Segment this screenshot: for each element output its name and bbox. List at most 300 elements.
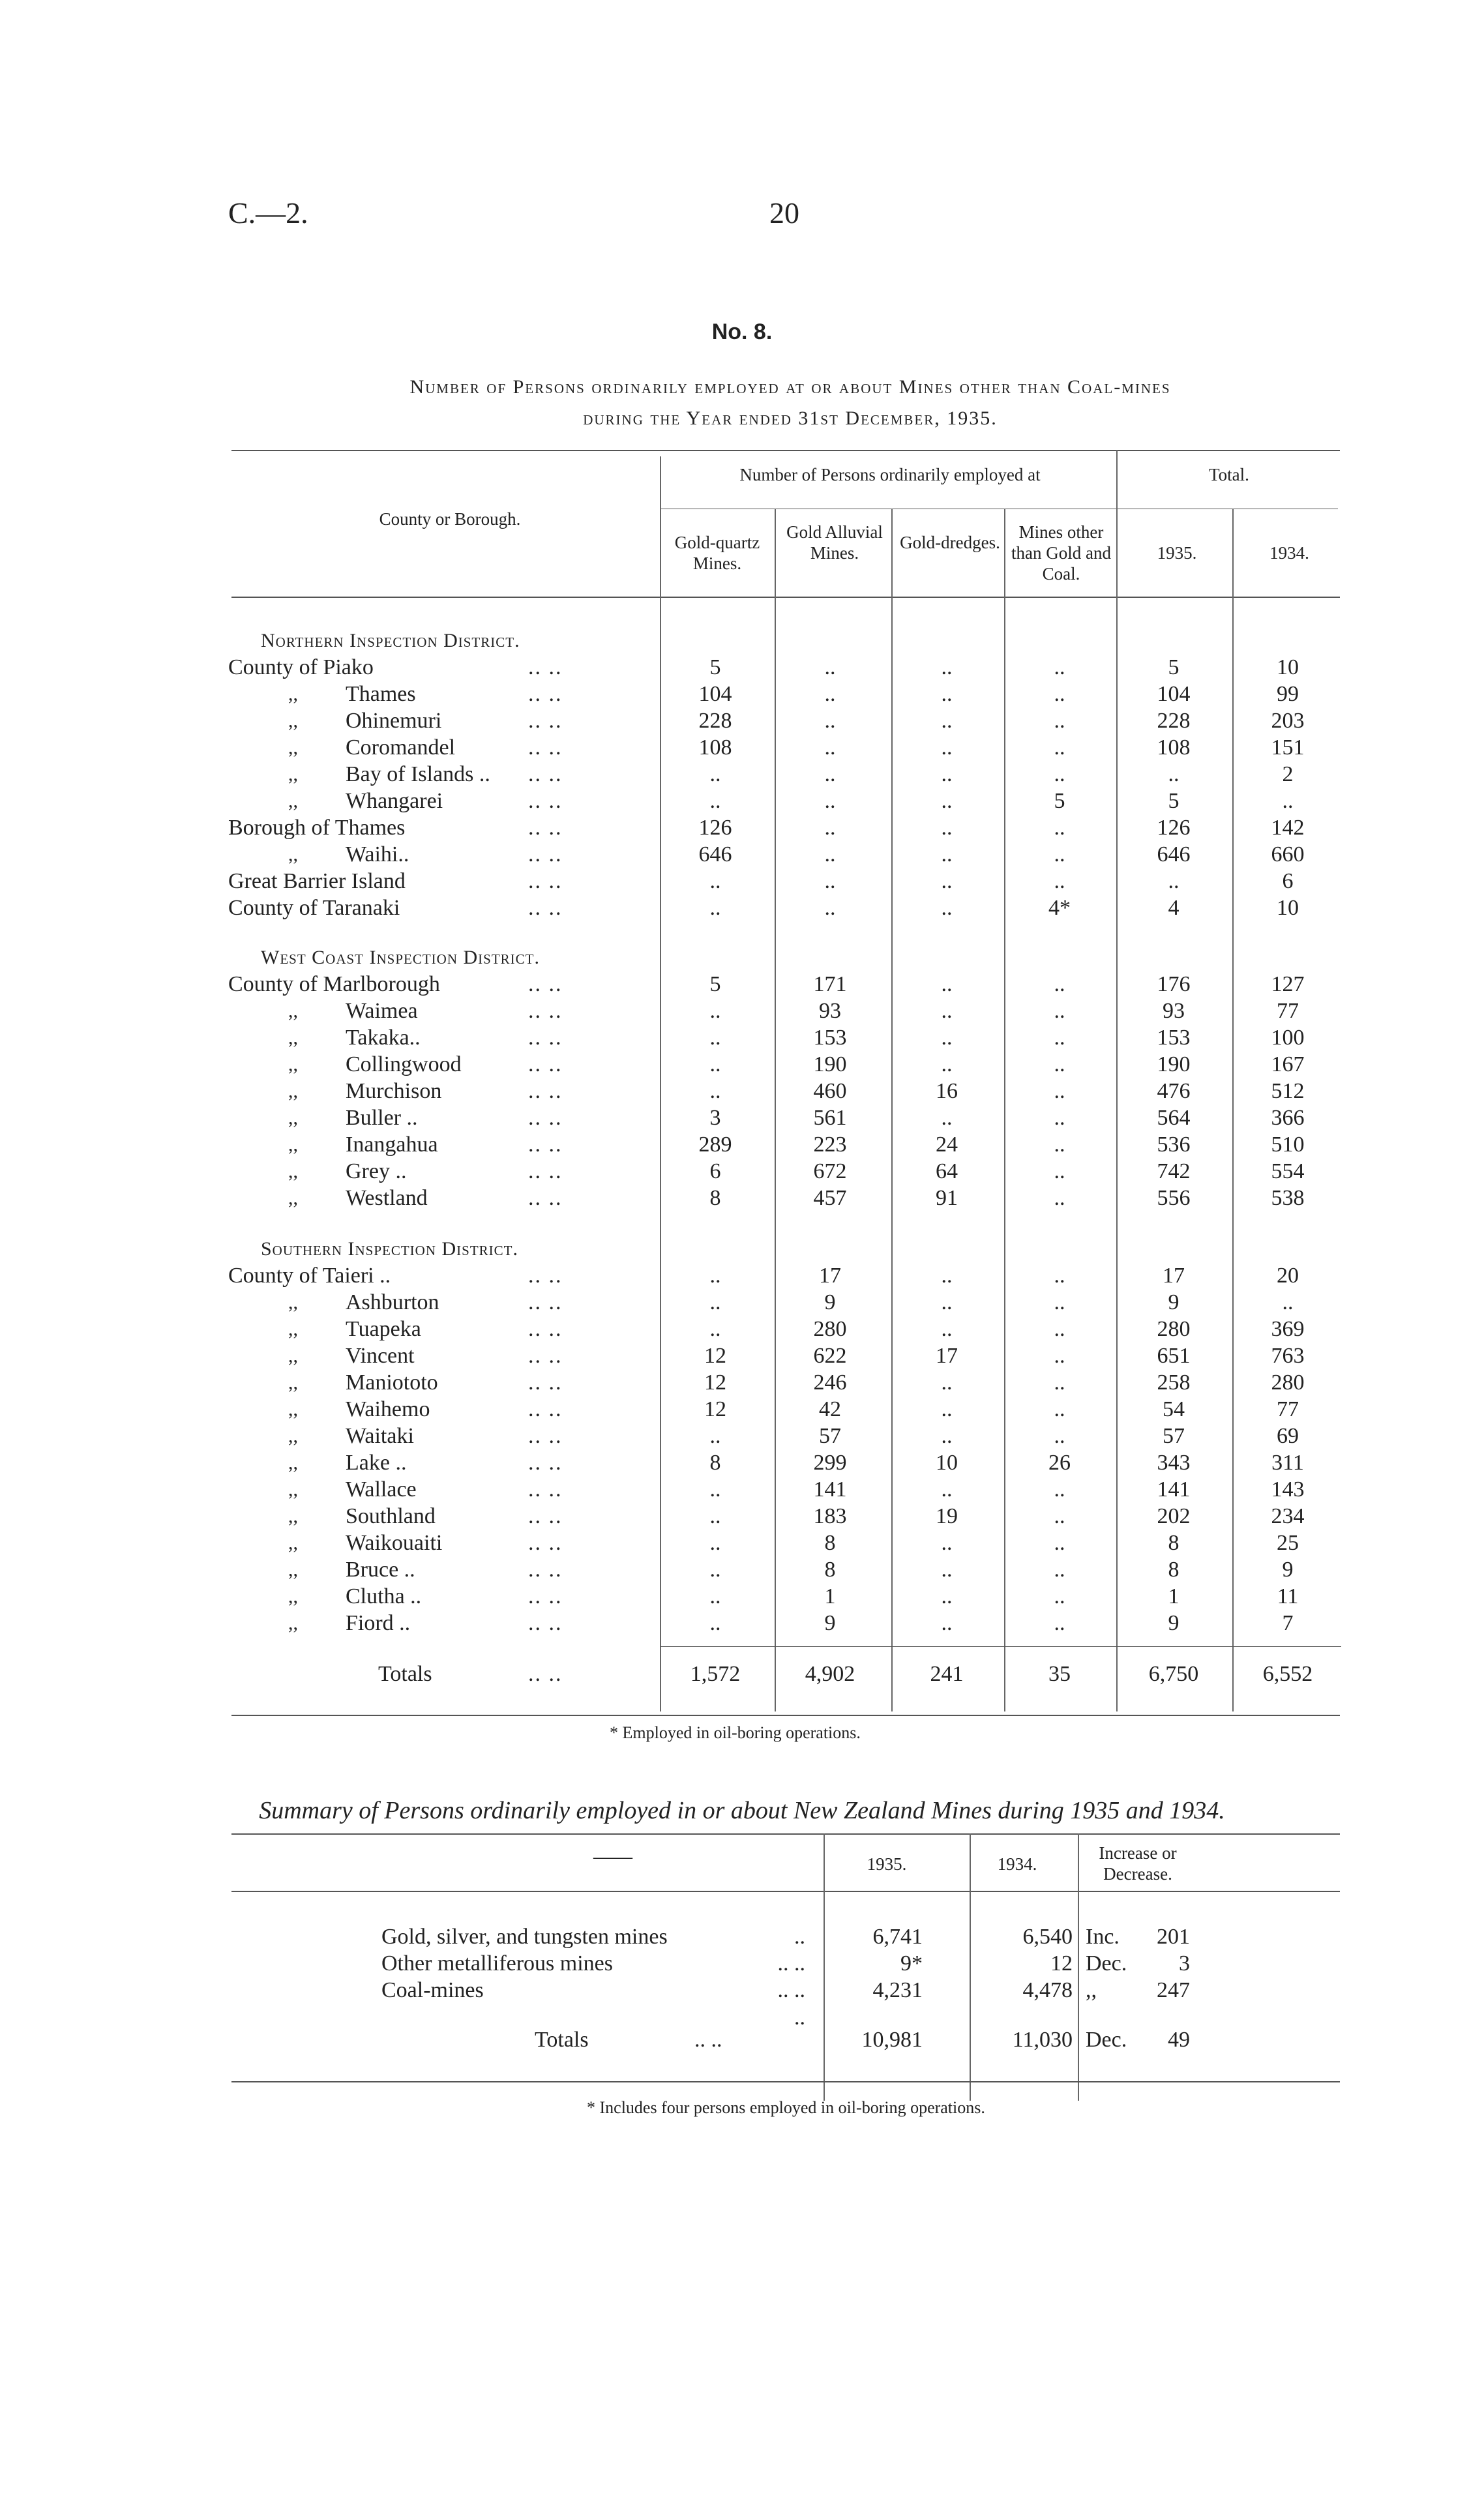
summary-label: Other metalliferous mines <box>381 1951 614 1976</box>
table-row <box>228 842 1343 868</box>
gold-quartz-cell: .. <box>709 1477 721 1502</box>
table-row <box>228 1343 1343 1369</box>
leader-dots: .. .. <box>528 1079 563 1103</box>
ditto-mark: ,, <box>288 737 298 758</box>
gold-alluvial-cell: 9 <box>824 1290 836 1314</box>
mines-other-cell: .. <box>1054 1106 1065 1130</box>
gold-dredges-cell: .. <box>941 789 953 813</box>
gold-dredges-cell: .. <box>941 1611 953 1635</box>
table-top-rule <box>231 450 1340 451</box>
gold-dredges-cell: 64 <box>936 1159 958 1183</box>
county-name: Westland <box>346 1186 428 1210</box>
table-row <box>228 708 1343 734</box>
county-name: County of Taranaki <box>228 896 400 920</box>
ditto-mark: ,, <box>288 1292 298 1313</box>
totals-rule <box>660 1646 1341 1647</box>
table-row <box>228 1477 1343 1503</box>
total-1935-cell: 202 <box>1157 1504 1191 1528</box>
gold-quartz-cell: .. <box>709 789 721 813</box>
gold-quartz-cell: .. <box>709 1264 721 1288</box>
gold-quartz-cell: 3 <box>709 1106 721 1130</box>
ditto-mark: ,, <box>288 1107 298 1129</box>
ditto-mark: ,, <box>288 1372 298 1393</box>
document-reference: C.—2. <box>228 196 308 230</box>
total-1934-cell: .. <box>1282 1290 1294 1314</box>
gold-dredges-cell: .. <box>941 999 953 1023</box>
ditto-mark: ,, <box>288 1505 298 1527</box>
mines-other-cell: .. <box>1054 1424 1065 1448</box>
gold-dredges-cell: .. <box>941 1424 953 1448</box>
gold-quartz-cell: .. <box>709 1558 721 1582</box>
total-1935-cell: 8 <box>1168 1558 1180 1582</box>
table-row <box>228 1557 1343 1583</box>
year-1934-header: 1934. <box>1269 543 1309 563</box>
table-number: No. 8. <box>711 319 773 344</box>
mines-other-cell: 26 <box>1048 1451 1071 1475</box>
ditto-mark: ,, <box>288 1452 298 1474</box>
total-1934-cell: 77 <box>1277 1397 1299 1421</box>
gold-quartz-cell: 8 <box>709 1186 721 1210</box>
total-1934-cell: 11 <box>1277 1584 1299 1608</box>
section-title: West Coast Inspection District. <box>261 947 540 968</box>
mines-other-cell: .. <box>1054 762 1065 786</box>
total-1935-cell: 54 <box>1163 1397 1185 1421</box>
gold-dredges-cell: .. <box>941 1290 953 1314</box>
leader-dots: .. .. <box>528 1397 563 1421</box>
gold-quartz-cell: .. <box>709 896 721 920</box>
gold-alluvial-cell: .. <box>824 816 836 840</box>
leader-dots: .. .. <box>528 735 563 760</box>
summary-change-header: Increase or Decrease. <box>1099 1843 1177 1884</box>
section-title: Northern Inspection District. <box>261 630 520 651</box>
change-value: 247 <box>1157 1978 1190 2002</box>
ditto-mark: ,, <box>288 1479 298 1500</box>
gold-dredges-cell: .. <box>941 842 953 866</box>
gold-alluvial-cell: 190 <box>813 1052 847 1076</box>
gold-quartz-cell: .. <box>709 1424 721 1448</box>
table-row <box>228 868 1343 895</box>
totals-label: Totals <box>378 1662 432 1686</box>
total-1935: 6,750 <box>1148 1662 1199 1686</box>
mines-other-cell: .. <box>1054 655 1065 679</box>
leader-dots: .. .. <box>528 1264 563 1288</box>
total-1935-cell: 343 <box>1157 1451 1191 1475</box>
change-kind: Dec. <box>1086 2028 1127 2052</box>
gold-quartz-cell: 289 <box>698 1133 732 1157</box>
county-name: Waimea <box>346 999 418 1023</box>
mines-other-cell: .. <box>1054 999 1065 1023</box>
total-1935-cell: 1 <box>1168 1584 1180 1608</box>
summary-head-rule <box>231 1891 1340 1892</box>
gold-quartz-cell: 12 <box>704 1397 726 1421</box>
mines-other-cell: .. <box>1054 1026 1065 1050</box>
total-1934-cell: 100 <box>1271 1026 1305 1050</box>
summary-label: Totals <box>535 2028 589 2052</box>
gold-alluvial-cell: .. <box>824 735 836 760</box>
gold-quartz-cell: 108 <box>698 735 732 760</box>
mines-other-cell: .. <box>1054 1264 1065 1288</box>
summary-1935-cell: 4,231 <box>872 1978 923 2002</box>
table-row <box>228 1159 1343 1185</box>
gold-alluvial-cell: .. <box>824 789 836 813</box>
change-kind: Inc. <box>1086 1925 1120 1949</box>
county-name: Wallace <box>346 1477 417 1502</box>
total-1934-cell: 510 <box>1271 1133 1305 1157</box>
table-title-line-1: Number of Persons ordinarily employed at or about Mines other than Coal-mines <box>409 376 1171 398</box>
total-1934-cell: 151 <box>1271 735 1305 760</box>
gold-dredges-cell: .. <box>941 762 953 786</box>
total-1935-cell: 8 <box>1168 1531 1180 1555</box>
total-1935-cell: 141 <box>1157 1477 1191 1502</box>
mines-other-cell: .. <box>1054 1159 1065 1183</box>
gold-alluvial-cell: .. <box>824 682 836 706</box>
total-1934-cell: 99 <box>1277 682 1299 706</box>
summary-1934-cell: 12 <box>1050 1951 1073 1976</box>
gold-quartz-cell: 6 <box>709 1159 721 1183</box>
gold-dredges-cell: .. <box>941 1370 953 1395</box>
total-1935-cell: 9 <box>1168 1290 1180 1314</box>
total-1934-cell: 512 <box>1271 1079 1305 1103</box>
county-name: Clutha .. <box>346 1584 422 1608</box>
total-1934-cell: 9 <box>1282 1558 1294 1582</box>
ditto-mark: ,, <box>288 1000 298 1022</box>
table-row <box>228 1185 1343 1211</box>
county-name: Thames <box>346 682 416 706</box>
county-name: Maniototo <box>346 1370 438 1395</box>
total-1934-cell: 77 <box>1277 999 1299 1023</box>
gold-alluvial-cell: 93 <box>819 999 841 1023</box>
leader-dots: .. .. <box>528 972 563 996</box>
total-1934-cell: 10 <box>1277 896 1299 920</box>
mines-other-cell: .. <box>1054 816 1065 840</box>
section-title: Southern Inspection District. <box>261 1238 519 1260</box>
gold-dredges-cell: .. <box>941 1477 953 1502</box>
gold-dredges-cell: .. <box>941 1264 953 1288</box>
leader-dots: .. .. <box>528 869 563 893</box>
gold-alluvial-cell: 141 <box>813 1477 847 1502</box>
mines-other-cell: .. <box>1054 735 1065 760</box>
leader-dots: .. .. <box>528 789 563 813</box>
summary-footnote: * Includes four persons employed in oil-boring operations. <box>587 2098 985 2117</box>
leader-dots: .. .. <box>528 1026 563 1050</box>
total-1935-cell: 556 <box>1157 1186 1191 1210</box>
group-header: Number of Persons ordinarily employed at <box>739 465 1041 484</box>
leader-dots: .. .. <box>528 655 563 679</box>
total-1934-cell: 763 <box>1271 1344 1305 1368</box>
gold-dredges-cell: .. <box>941 1397 953 1421</box>
mines-other-cell: .. <box>1054 1317 1065 1341</box>
ditto-mark: ,, <box>288 1054 298 1075</box>
leader-dots: .. .. <box>528 842 563 866</box>
total-1934-cell: .. <box>1282 789 1294 813</box>
gold-dredges-cell: 10 <box>936 1451 958 1475</box>
gold-alluvial-cell: 622 <box>813 1344 847 1368</box>
gold-dredges-cell: .. <box>941 896 953 920</box>
county-name: Southland <box>346 1504 436 1528</box>
total-1935-cell: 5 <box>1168 655 1180 679</box>
leader-dots: .. .. <box>528 1504 563 1528</box>
change-kind: Dec. <box>1086 1951 1127 1976</box>
mines-other-cell: .. <box>1054 1133 1065 1157</box>
total-1934-cell: 234 <box>1271 1504 1305 1528</box>
leader-dots: .. .. <box>528 1344 563 1368</box>
county-name: Fiord .. <box>346 1611 411 1635</box>
total-1934-cell: 311 <box>1271 1451 1304 1475</box>
total-1935-cell: 108 <box>1157 735 1191 760</box>
gold-alluvial-cell: 153 <box>813 1026 847 1050</box>
leader-dots: .. .. <box>528 1584 563 1608</box>
gold-alluvial-cell: .. <box>824 842 836 866</box>
gold-alluvial-cell: .. <box>824 709 836 733</box>
table-row <box>228 1503 1343 1530</box>
mines-other-cell: .. <box>1054 1052 1065 1076</box>
county-name: Whangarei <box>346 789 443 813</box>
total-1934-cell: 366 <box>1271 1106 1305 1130</box>
gold-quartz-cell: 8 <box>709 1451 721 1475</box>
county-name: Takaka.. <box>346 1026 421 1050</box>
ditto-mark: ,, <box>288 1559 298 1580</box>
gold-quartz-cell: 126 <box>698 816 732 840</box>
leader-dots: .. .. <box>528 1370 563 1395</box>
gold-dredges-cell: 17 <box>936 1344 958 1368</box>
ditto-mark: ,, <box>288 1399 298 1420</box>
gold-alluvial-cell: 457 <box>813 1186 847 1210</box>
mines-other-cell: .. <box>1054 1584 1065 1608</box>
gold-quartz-cell: .. <box>709 762 721 786</box>
mines-other-cell: .. <box>1054 1477 1065 1502</box>
summary-totals-row <box>381 2026 1229 2054</box>
gold-quartz-cell: 646 <box>698 842 732 866</box>
table-row <box>228 681 1343 707</box>
total-header: Total. <box>1209 465 1249 484</box>
table-row <box>228 788 1343 814</box>
gold-quartz-cell: .. <box>709 1611 721 1635</box>
mines-other-cell: .. <box>1054 682 1065 706</box>
summary-1935-cell: 10,981 <box>861 2028 923 2052</box>
leader-dots: .. .. <box>528 1477 563 1502</box>
summary-label: Coal-mines <box>381 1978 484 2002</box>
gold-dredges-cell: .. <box>941 1052 953 1076</box>
table-row <box>228 1105 1343 1131</box>
gold-quartz-cell: 5 <box>709 655 721 679</box>
table-row <box>228 762 1343 788</box>
county-name: Ashburton <box>346 1290 439 1314</box>
county-name: Vincent <box>346 1344 415 1368</box>
leader-dots: .. .. <box>528 1052 563 1076</box>
gold-alluvial-cell: 223 <box>813 1133 847 1157</box>
total-1935-cell: 228 <box>1157 709 1191 733</box>
county-name: Collingwood <box>346 1052 462 1076</box>
head-bottom-rule <box>231 597 1340 598</box>
mines-other-cell: .. <box>1054 1397 1065 1421</box>
gold-dredges-cell: .. <box>941 816 953 840</box>
table-row <box>228 1290 1343 1316</box>
gold-dredges-cell: 16 <box>936 1079 958 1103</box>
total-1935-cell: 476 <box>1157 1079 1191 1103</box>
summary-bottom-rule <box>231 2081 1340 2082</box>
gold-alluvial-cell: .. <box>824 762 836 786</box>
summary-row <box>381 1977 1229 2030</box>
summary-1934-cell: 4,478 <box>1022 1978 1073 2002</box>
county-name: Buller .. <box>346 1106 418 1130</box>
gold-quartz-cell: .. <box>709 1079 721 1103</box>
summary-1934-cell: 11,030 <box>1012 2028 1073 2052</box>
total-1935-cell: .. <box>1168 762 1180 786</box>
county-name: Murchison <box>346 1079 442 1103</box>
mines-other-cell: .. <box>1054 709 1065 733</box>
leader-dots: .. .. <box>528 896 563 920</box>
ditto-mark: ,, <box>288 1080 298 1102</box>
total-1934-cell: 69 <box>1277 1424 1299 1448</box>
leader-dots: .. .. <box>528 682 563 706</box>
change-value: 3 <box>1179 1951 1190 1976</box>
ditto-mark: ,, <box>288 763 298 785</box>
leader-dots: .. .. <box>528 1558 563 1582</box>
gold-alluvial-cell: 299 <box>813 1451 847 1475</box>
table-row <box>228 1052 1343 1078</box>
table-row <box>228 1423 1343 1449</box>
table-row <box>228 1078 1343 1104</box>
county-name: Inangahua <box>346 1133 438 1157</box>
summary-dash-header: —— <box>593 1846 632 1867</box>
table-row <box>228 971 1343 998</box>
gold-quartz-cell: .. <box>709 1531 721 1555</box>
leader-dots: .. .. <box>528 816 563 840</box>
ditto-mark: ,, <box>288 710 298 732</box>
mines-other-cell: .. <box>1054 1370 1065 1395</box>
leader-dots: .. .. <box>528 1133 563 1157</box>
mines-other-cell: .. <box>1054 1504 1065 1528</box>
gold-dredges-cell: .. <box>941 869 953 893</box>
gold-quartz-cell: .. <box>709 869 721 893</box>
gold-dredges-cell: .. <box>941 1317 953 1341</box>
leader-dots: .. .. <box>528 1317 563 1341</box>
total-1934-cell: 10 <box>1277 655 1299 679</box>
total-1935-cell: 646 <box>1157 842 1191 866</box>
ditto-mark: ,, <box>288 1612 298 1634</box>
gold-alluvial-cell: 171 <box>813 972 847 996</box>
ditto-mark: ,, <box>288 844 298 865</box>
ditto-mark: ,, <box>288 1318 298 1340</box>
gold-alluvial-cell: 9 <box>824 1611 836 1635</box>
leader-dots: .. .. <box>528 762 563 786</box>
ditto-mark: ,, <box>288 1425 298 1447</box>
mines-other-cell: 5 <box>1054 789 1065 813</box>
ditto-mark: ,, <box>288 1134 298 1155</box>
ditto-mark: ,, <box>288 683 298 705</box>
total-1935-cell: 104 <box>1157 682 1191 706</box>
total-mines-other: 35 <box>1048 1662 1071 1686</box>
total-1934-cell: 127 <box>1271 972 1305 996</box>
total-1935-cell: 93 <box>1163 999 1185 1023</box>
gold-alluvial-cell: 17 <box>819 1264 841 1288</box>
table-row <box>228 655 1343 681</box>
total-1935-cell: 536 <box>1157 1133 1191 1157</box>
gold-quartz-cell: 104 <box>698 682 732 706</box>
total-1935-cell: 651 <box>1157 1344 1191 1368</box>
county-name: County of Marlborough <box>228 972 440 996</box>
change-kind: ,, <box>1086 1978 1097 2002</box>
county-name: Waitaki <box>346 1424 414 1448</box>
summary-1934-cell: 6,540 <box>1022 1925 1073 1949</box>
gold-dredges-cell: .. <box>941 1531 953 1555</box>
mines-other-cell: .. <box>1054 1558 1065 1582</box>
total-gold-dredges: 241 <box>930 1662 964 1686</box>
leader-dots: .. .. <box>528 1290 563 1314</box>
table-row <box>228 1263 1343 1289</box>
summary-1935-cell: 6,741 <box>872 1925 923 1949</box>
total-1934: 6,552 <box>1262 1662 1313 1686</box>
total-1934-cell: 538 <box>1271 1186 1305 1210</box>
table-row <box>228 998 1343 1024</box>
table-footnote: * Employed in oil-boring operations. <box>610 1723 861 1742</box>
total-1935-cell: 742 <box>1157 1159 1191 1183</box>
gold-alluvial-cell: 460 <box>813 1079 847 1103</box>
gold-alluvial-cell: .. <box>824 896 836 920</box>
gold-alluvial-cell: .. <box>824 655 836 679</box>
ditto-mark: ,, <box>288 1187 298 1209</box>
gold-alluvial-cell: 280 <box>813 1317 847 1341</box>
total-gold-alluvial: 4,902 <box>805 1662 855 1686</box>
ditto-mark: ,, <box>288 1161 298 1182</box>
total-1934-cell: 20 <box>1277 1264 1299 1288</box>
gold-alluvial-cell: 57 <box>819 1424 841 1448</box>
leader-dots: .. .. <box>777 1951 805 1976</box>
total-1934-cell: 25 <box>1277 1531 1299 1555</box>
summary-top-rule <box>231 1833 1340 1835</box>
total-1934-cell: 6 <box>1282 869 1294 893</box>
leader-dots: .. .. <box>528 1451 563 1475</box>
leader-dots: .. .. <box>528 1662 563 1686</box>
gold-quartz-cell: 228 <box>698 709 732 733</box>
table-row <box>228 1025 1343 1051</box>
leader-dots: .. .. .. <box>777 1978 805 2030</box>
gold-alluvial-cell: 8 <box>824 1531 836 1555</box>
table-row <box>228 1316 1343 1342</box>
gold-quartz-cell: .. <box>709 999 721 1023</box>
county-name: Waihi.. <box>346 842 409 866</box>
summary-1934-header: 1934. <box>997 1854 1037 1874</box>
leader-dots: .. .. <box>528 1159 563 1183</box>
summary-1935-header: 1935. <box>867 1854 907 1874</box>
gold-quartz-cell: .. <box>709 1026 721 1050</box>
leader-dots: .. .. <box>528 1424 563 1448</box>
mines-other-header: Mines other than Gold and Coal. <box>1011 522 1111 584</box>
gold-dredges-cell: .. <box>941 709 953 733</box>
county-header: County or Borough. <box>379 509 521 529</box>
total-gold-quartz: 1,572 <box>690 1662 741 1686</box>
county-name: Ohinemuri <box>346 709 442 733</box>
table-row <box>228 1610 1343 1637</box>
ditto-mark: ,, <box>288 1586 298 1607</box>
mines-other-cell: .. <box>1054 1186 1065 1210</box>
ditto-mark: ,, <box>288 790 298 812</box>
change-value: 49 <box>1168 2028 1190 2052</box>
table-title-line-2: during the Year ended 31st December, 1935. <box>583 407 998 429</box>
total-1934-cell: 142 <box>1271 816 1305 840</box>
mines-other-cell: .. <box>1054 1079 1065 1103</box>
gold-quartz-cell: .. <box>709 1052 721 1076</box>
mines-other-cell: .. <box>1054 1531 1065 1555</box>
total-1934-cell: 554 <box>1271 1159 1305 1183</box>
total-1935-cell: 258 <box>1157 1370 1191 1395</box>
total-1934-cell: 203 <box>1271 709 1305 733</box>
summary-row <box>381 1950 1229 1977</box>
total-1934-cell: 280 <box>1271 1370 1305 1395</box>
leader-dots: .. .. <box>528 999 563 1023</box>
gold-quartz-cell: .. <box>709 1290 721 1314</box>
total-1935-cell: 17 <box>1163 1264 1185 1288</box>
